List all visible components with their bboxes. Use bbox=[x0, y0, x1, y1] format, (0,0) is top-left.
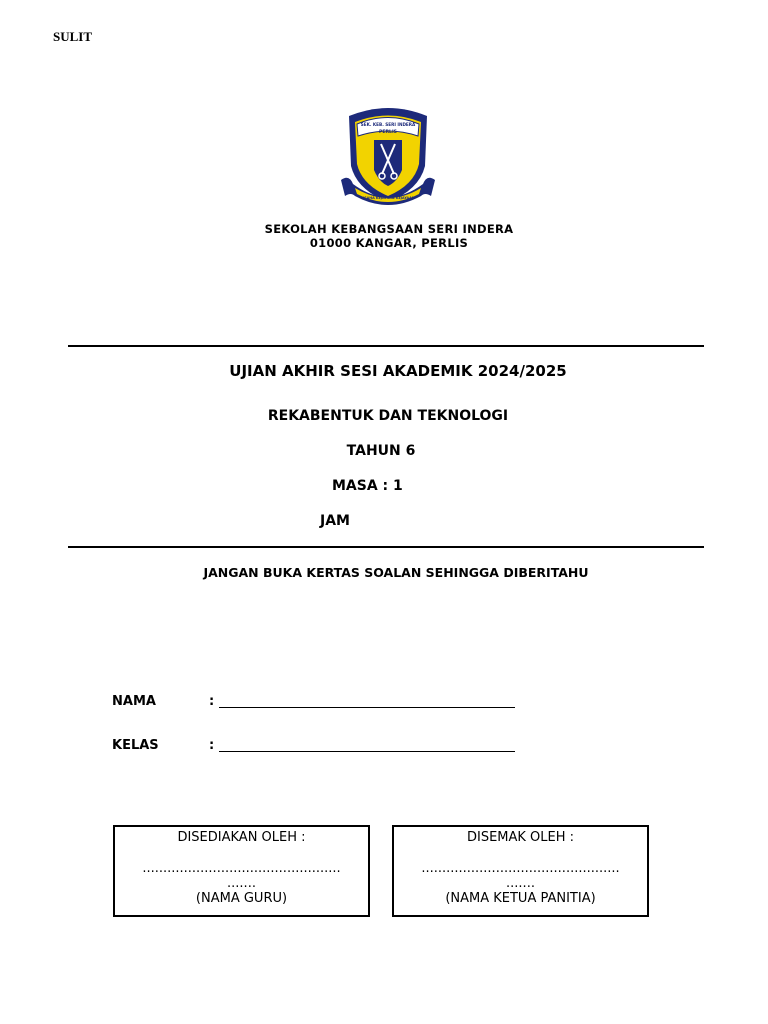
prepared-by-title: DISEDIAKAN OLEH : bbox=[177, 830, 306, 845]
name-label: NAMA bbox=[112, 694, 156, 709]
exam-title: UJIAN AKHIR SESI AKADEMIK 2024/2025 bbox=[229, 362, 567, 380]
checked-by-role: (NAMA KETUA PANITIA) bbox=[445, 891, 596, 906]
classification-label: SULIT bbox=[53, 29, 93, 44]
top-divider bbox=[68, 345, 704, 347]
class-label: KELAS bbox=[112, 738, 159, 753]
prepared-by-signature-line-cont: ....... bbox=[227, 876, 256, 891]
checked-by-signature-line: ................................................ bbox=[421, 861, 620, 876]
prepared-by-role: (NAMA GURU) bbox=[195, 891, 288, 906]
name-input-line[interactable] bbox=[219, 707, 515, 708]
prepared-by-box bbox=[113, 825, 370, 917]
class-colon: : bbox=[209, 738, 215, 753]
svg-text:PERLIS: PERLIS bbox=[379, 130, 397, 135]
exam-subject: REKABENTUK DAN TEKNOLOGI bbox=[267, 408, 509, 424]
school-name: SEKOLAH KEBANGSAAN SERI INDERA bbox=[264, 222, 514, 236]
exam-duration: MASA : 1 bbox=[332, 478, 403, 494]
school-crest-logo bbox=[339, 106, 437, 210]
school-address: 01000 KANGAR, PERLIS bbox=[309, 236, 469, 250]
class-input-line[interactable] bbox=[219, 751, 515, 752]
svg-text:SEK. KEB. SERI INDERA: SEK. KEB. SERI INDERA bbox=[360, 122, 416, 127]
exam-warning: JANGAN BUKA KERTAS SOALAN SEHINGGA DIBERITAHU bbox=[203, 565, 589, 580]
checked-by-signature-line-cont: ....... bbox=[506, 876, 535, 891]
exam-duration-unit: JAM bbox=[320, 513, 350, 529]
checked-by-box bbox=[392, 825, 649, 917]
bottom-divider bbox=[68, 546, 704, 548]
prepared-by-signature-line: ................................................ bbox=[142, 861, 341, 876]
name-colon: : bbox=[209, 694, 215, 709]
checked-by-title: DISEMAK OLEH : bbox=[466, 830, 575, 845]
svg-text:USAHA KEJAYAAN KEJAYAAN: USAHA KEJAYAAN KEJAYAAN bbox=[361, 196, 415, 200]
exam-year: TAHUN 6 bbox=[346, 443, 416, 459]
